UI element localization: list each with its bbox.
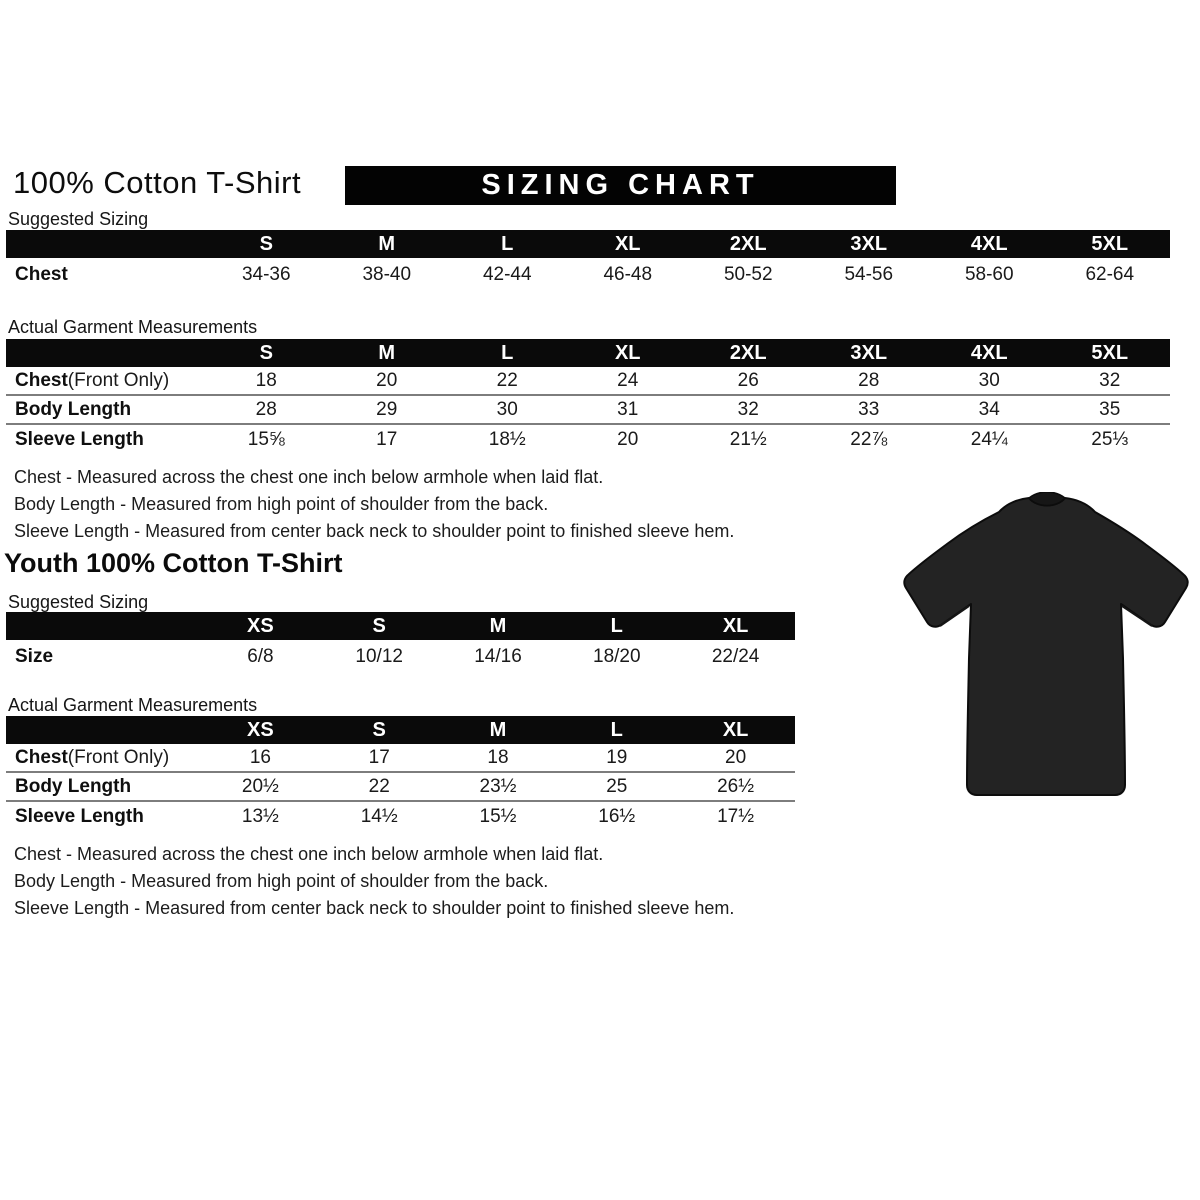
measurement-value: 25 xyxy=(557,773,676,802)
adult-chest-note: Chest - Measured across the chest one inch below armhole when laid flat. xyxy=(14,467,604,487)
size-column-header: XS xyxy=(201,612,320,640)
measurement-value: 20 xyxy=(327,367,448,396)
measurement-value: 22/24 xyxy=(711,645,760,667)
size-column-header: M xyxy=(327,339,448,367)
measurement-value: 14/16 xyxy=(474,645,522,667)
measurement-value: 31 xyxy=(568,396,689,425)
measurement-value: 30 xyxy=(929,367,1050,396)
measurement-value: 17½ xyxy=(717,805,755,827)
size-column-header: XL xyxy=(568,230,689,258)
measurement-value: 18 xyxy=(206,367,327,396)
youth-suggested-sizing-table xyxy=(6,612,795,673)
measurement-value: 28 xyxy=(809,367,930,396)
row-label: Chest (Front Only) xyxy=(6,367,206,396)
measurement-value: 20 xyxy=(617,428,639,450)
size-column-header: XL xyxy=(568,339,689,367)
measurement-value: 32 xyxy=(1050,367,1171,396)
youth-suggested-sizing-label: Suggested Sizing xyxy=(8,592,149,612)
measurement-value: 22 xyxy=(447,367,568,396)
measurement-value: 38-40 xyxy=(362,263,412,285)
measurement-value: 29 xyxy=(327,396,448,425)
measurement-value: 21½ xyxy=(729,428,767,450)
youth-body-length-note: Body Length - Measured from high point of shoulder from the back. xyxy=(14,871,549,891)
measurement-value: 26½ xyxy=(676,773,795,802)
youth-sleeve-length-note: Sleeve Length - Measured from center back neck to shoulder point to finished sleeve hem. xyxy=(14,898,735,918)
size-column-header: L xyxy=(447,230,568,258)
measurement-value: 18½ xyxy=(488,428,526,450)
youth-chest-note: Chest - Measured across the chest one inch below armhole when laid flat. xyxy=(14,844,604,864)
size-column-header: M xyxy=(327,230,448,258)
size-column-header: S xyxy=(206,339,327,367)
size-column-header: S xyxy=(320,716,439,744)
size-column-header: L xyxy=(557,612,676,640)
measurement-value: 28 xyxy=(206,396,327,425)
size-column-header: 2XL xyxy=(688,230,809,258)
adult-actual-measurements-label: Actual Garment Measurements xyxy=(8,317,258,337)
measurement-value: 22⅞ xyxy=(850,428,888,450)
measurement-value: 16½ xyxy=(598,805,636,827)
measurement-value: 24¼ xyxy=(970,428,1008,450)
size-column-header: 3XL xyxy=(809,339,930,367)
measurement-value: 10/12 xyxy=(355,645,403,667)
measurement-value: 33 xyxy=(809,396,930,425)
measurement-value: 62-64 xyxy=(1085,263,1135,285)
measurement-value: 13½ xyxy=(241,805,279,827)
size-column-header: 2XL xyxy=(688,339,809,367)
size-column-header: S xyxy=(206,230,327,258)
size-column-header: XL xyxy=(676,612,795,640)
size-column-header: XS xyxy=(201,716,320,744)
measurement-value: 35 xyxy=(1050,396,1171,425)
row-label: Size xyxy=(15,645,54,667)
measurement-value: 15⅝ xyxy=(247,428,285,450)
adult-actual-measurements-table xyxy=(6,339,1170,454)
measurement-value: 14½ xyxy=(360,805,398,827)
measurement-value: 32 xyxy=(688,396,809,425)
measurement-value: 16 xyxy=(201,744,320,773)
page-title: 100% Cotton T-Shirt xyxy=(13,165,302,200)
adult-suggested-sizing-table xyxy=(6,230,1170,291)
measurement-value: 58-60 xyxy=(964,263,1014,285)
size-column-header: 5XL xyxy=(1050,339,1171,367)
size-column-header: 3XL xyxy=(809,230,930,258)
row-label: Body Length xyxy=(6,773,201,802)
size-column-header: M xyxy=(439,612,558,640)
measurement-value: 22 xyxy=(320,773,439,802)
measurement-value: 34-36 xyxy=(241,263,291,285)
size-column-header: S xyxy=(320,612,439,640)
youth-section-title: Youth 100% Cotton T-Shirt xyxy=(4,548,343,578)
measurement-value: 50-52 xyxy=(723,263,773,285)
adult-suggested-sizing-label: Suggested Sizing xyxy=(8,209,149,229)
measurement-value: 17 xyxy=(376,428,398,450)
adult-sleeve-length-note: Sleeve Length - Measured from center back neck to shoulder point to finished sleeve hem. xyxy=(14,521,735,541)
sizing-chart-banner: SIZING CHART xyxy=(345,166,896,205)
measurement-value: 17 xyxy=(320,744,439,773)
size-column-header: 4XL xyxy=(929,230,1050,258)
measurement-value: 23½ xyxy=(439,773,558,802)
measurement-value: 46-48 xyxy=(603,263,653,285)
size-column-header: XL xyxy=(676,716,795,744)
measurement-value: 42-44 xyxy=(482,263,532,285)
measurement-value: 26 xyxy=(688,367,809,396)
measurement-value: 19 xyxy=(557,744,676,773)
measurement-value: 18 xyxy=(439,744,558,773)
measurement-value: 54-56 xyxy=(844,263,894,285)
table-header-corner xyxy=(6,230,206,258)
row-label: Chest xyxy=(15,263,68,285)
measurement-value: 20 xyxy=(676,744,795,773)
measurement-value: 20½ xyxy=(201,773,320,802)
table-header-corner xyxy=(6,716,201,744)
size-column-header: 4XL xyxy=(929,339,1050,367)
measurement-value: 15½ xyxy=(479,805,517,827)
adult-body-length-note: Body Length - Measured from high point of shoulder from the back. xyxy=(14,494,549,514)
tshirt-body-shape xyxy=(904,498,1187,795)
tshirt-photo xyxy=(893,492,1198,807)
row-label: Chest (Front Only) xyxy=(6,744,201,773)
row-label: Sleeve Length xyxy=(15,805,144,827)
table-header-corner xyxy=(6,339,206,367)
size-column-header: M xyxy=(439,716,558,744)
measurement-value: 34 xyxy=(929,396,1050,425)
youth-actual-measurements-label: Actual Garment Measurements xyxy=(8,695,258,715)
youth-actual-measurements-table xyxy=(6,716,795,831)
measurement-value: 30 xyxy=(447,396,568,425)
measurement-value: 6/8 xyxy=(247,645,274,667)
size-column-header: L xyxy=(557,716,676,744)
size-column-header: 5XL xyxy=(1050,230,1171,258)
row-label: Sleeve Length xyxy=(15,428,144,450)
size-column-header: L xyxy=(447,339,568,367)
measurement-value: 25⅓ xyxy=(1091,428,1129,450)
row-label: Body Length xyxy=(6,396,206,425)
measurement-value: 24 xyxy=(568,367,689,396)
measurement-value: 18/20 xyxy=(593,645,641,667)
table-header-corner xyxy=(6,612,201,640)
